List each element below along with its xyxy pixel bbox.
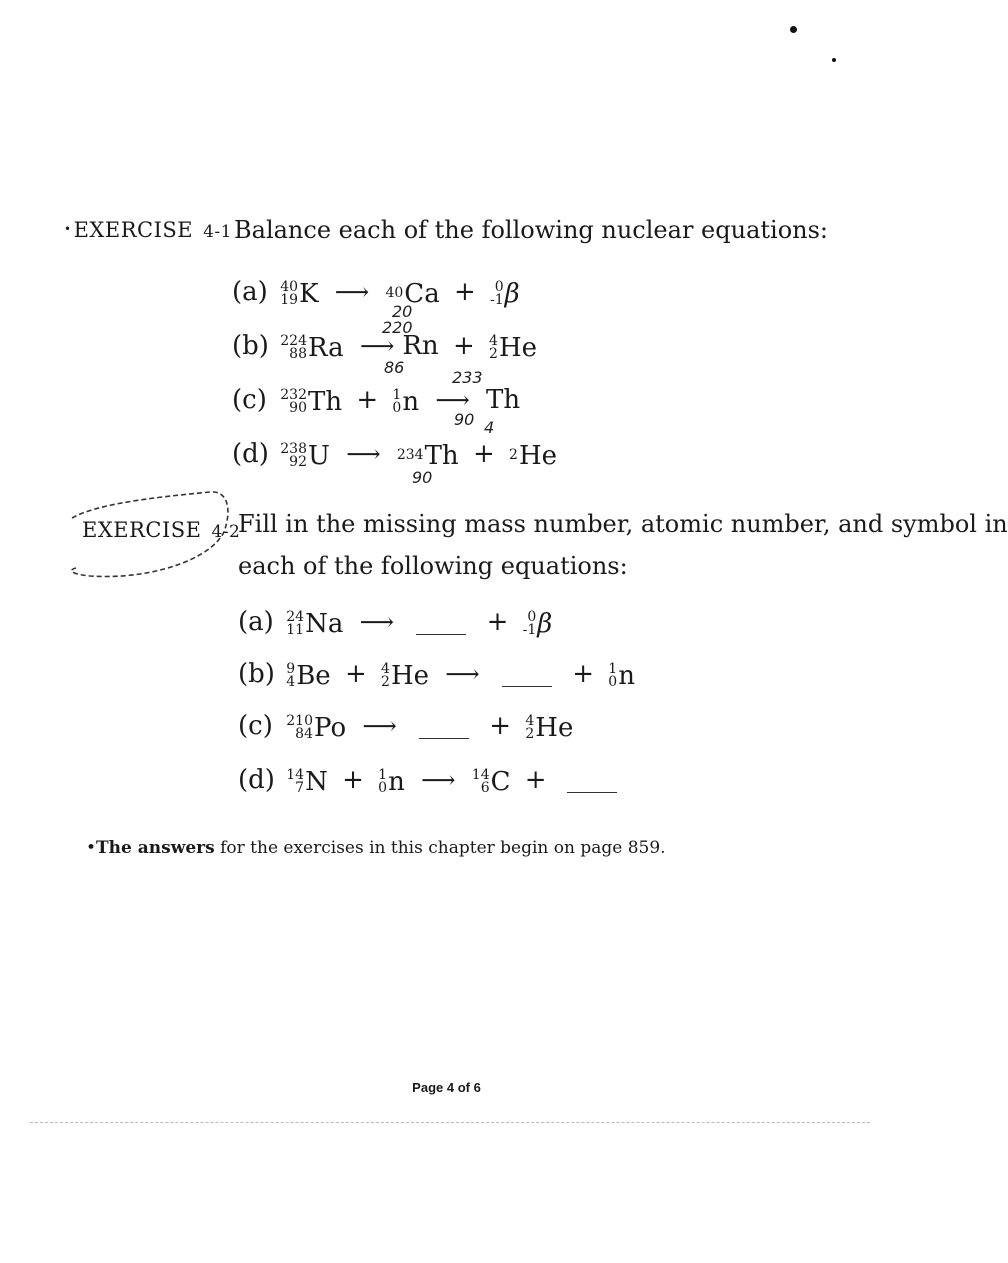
plus-sign: + (453, 277, 476, 307)
nuclide: 1 0 n (608, 660, 635, 691)
nuclide: 40 19 K (280, 278, 319, 309)
answer-blank (419, 716, 469, 739)
reaction-arrow: ⟶ (334, 278, 370, 306)
handwritten-note: 86 (384, 358, 405, 377)
answer-blank (502, 664, 552, 687)
nuclide-symbol: Th (486, 385, 521, 415)
bullet: • (86, 838, 97, 858)
scan-speck (790, 26, 797, 33)
plus-sign: + (472, 439, 495, 469)
nuclide: 14 6 C (471, 766, 511, 797)
plus-sign: + (486, 607, 509, 637)
nuclide: 14 7 N (286, 766, 328, 797)
answer-blank (567, 770, 617, 793)
reaction-arrow: ⟶ (346, 440, 381, 468)
item-letter: (b) (238, 659, 275, 689)
bullet: • (64, 222, 72, 236)
nuclide: 1 0 n (392, 386, 420, 417)
nuclide: 0 -1 β (490, 278, 520, 309)
reaction-arrow: ⟶ (421, 766, 456, 794)
reaction-arrow: ⟶ (359, 608, 395, 636)
exercise-number: 4-2 (211, 522, 241, 542)
exercise-number: 4-1 (203, 222, 232, 242)
equation-1d (232, 434, 557, 476)
nuclide: 2 He (509, 440, 557, 471)
handwritten-note: 4 (484, 418, 495, 437)
exercise-2-instruction-line1: Fill in the missing mass number, atomic number, and symbol in (238, 510, 1008, 538)
item-letter: (d) (238, 765, 275, 795)
plus-sign: + (344, 659, 367, 689)
equation-2c (238, 706, 573, 748)
exercise-word: EXERCISE (73, 218, 194, 242)
plus-sign: + (452, 331, 475, 361)
equation-1a (232, 272, 520, 314)
nuclide: 238 92 U (280, 440, 330, 471)
nuclide: 1 0 n (378, 766, 405, 797)
item-letter: (a) (232, 277, 268, 307)
plus-sign: + (524, 765, 547, 795)
handwritten-note: 90 (412, 468, 433, 487)
exercise-2-instruction-line2: each of the following equations: (238, 552, 628, 580)
reaction-arrow: ⟶ (359, 332, 395, 360)
plus-sign: + (356, 385, 379, 415)
equation-2a (238, 602, 552, 644)
exercise-2-label (82, 518, 240, 542)
plus-sign: + (342, 765, 364, 795)
scan-artifact-line (30, 1122, 870, 1123)
answer-blank (416, 612, 466, 635)
handwritten-note: 220 (382, 318, 413, 337)
exercise-1-instruction: Balance each of the following nuclear equations: (234, 216, 828, 244)
nuclide: 4 2 He (525, 712, 574, 743)
plus-sign: + (489, 711, 512, 741)
reaction-arrow: ⟶ (362, 712, 397, 740)
equation-2b (238, 654, 635, 696)
item-letter: (d) (232, 439, 269, 469)
nuclide: 0 -1 β (522, 608, 553, 639)
reaction-arrow: ⟶ (445, 660, 480, 688)
item-letter: (c) (232, 385, 267, 415)
handwritten-note: 90 (454, 410, 475, 429)
nuclide: 234 Th (396, 440, 459, 471)
nuclide: 40 Ca (385, 278, 440, 309)
footnote (86, 838, 666, 858)
plus-sign: + (572, 659, 594, 689)
page-number: Page 4 of 6 (412, 1080, 481, 1095)
exercise-1-label (64, 218, 232, 242)
nuclide: 4 2 He (381, 660, 429, 691)
handwritten-note: 20 (392, 302, 413, 321)
footnote-bold: The answers (96, 838, 215, 858)
handwritten-note: 233 (452, 368, 483, 387)
footnote-text: for the exercises in this chapter begin on page 859. (220, 838, 666, 858)
equation-2d (238, 760, 623, 802)
item-letter: (b) (232, 331, 269, 361)
nuclide: 4 2 He (489, 332, 537, 363)
nuclide: 224 88 Ra (280, 332, 344, 363)
nuclide: 210 84 Po (286, 712, 347, 743)
reaction-arrow: ⟶ (435, 386, 470, 414)
nuclide: 24 11 Na (286, 608, 344, 639)
item-letter: (c) (238, 711, 273, 741)
nuclide: 232 90 Th (280, 386, 343, 417)
exercise-word: EXERCISE (82, 518, 202, 542)
scan-speck (832, 58, 836, 62)
nuclide-symbol: Rn (402, 331, 439, 361)
nuclide: 9 4 Be (286, 660, 331, 691)
item-letter: (a) (238, 607, 274, 637)
